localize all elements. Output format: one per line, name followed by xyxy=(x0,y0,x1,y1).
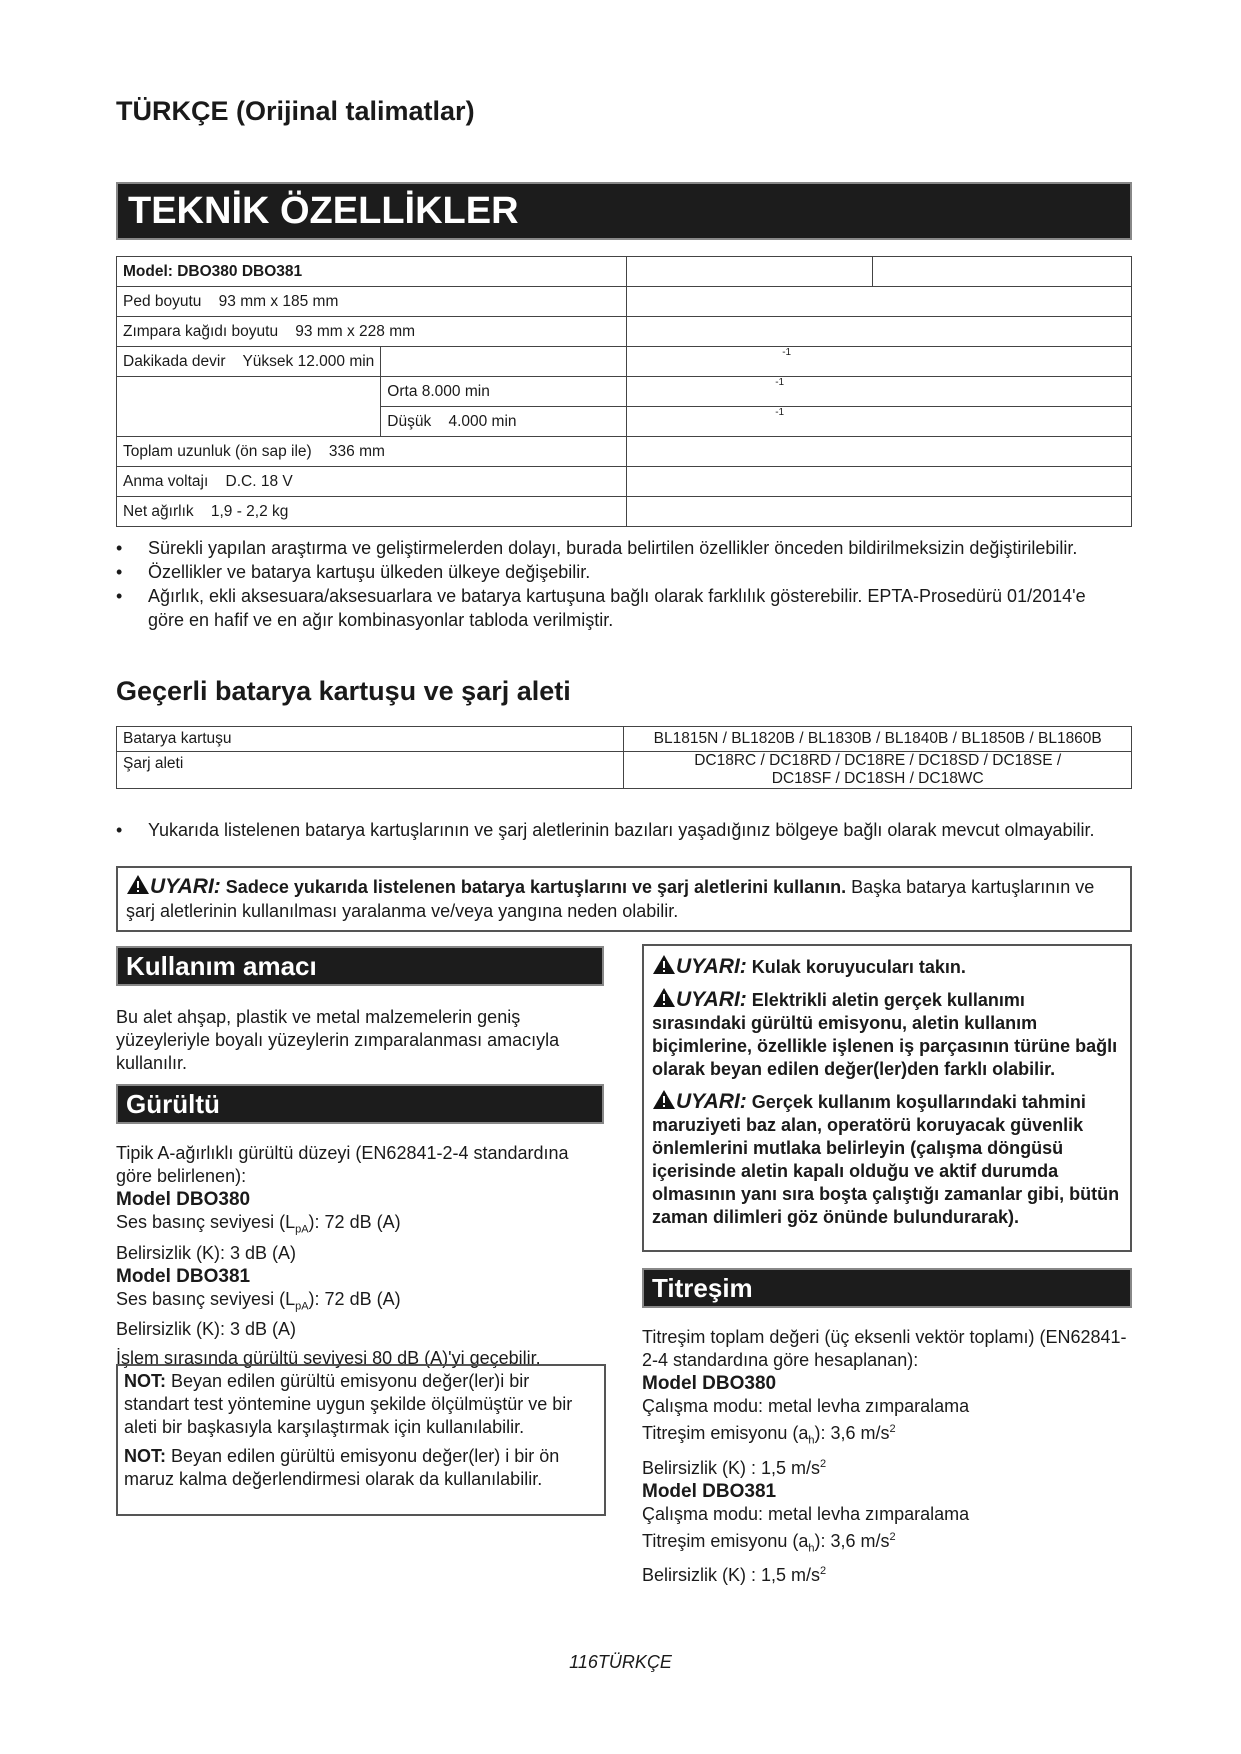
battery-warning xyxy=(116,866,1132,932)
battery-cartridge-label: Batarya kartuşu xyxy=(117,727,624,752)
warning-icon xyxy=(126,874,150,895)
noise-intro: Tipik A-ağırlıklı gürültü düzeyi (EN62841-2-4 standardına göre belirlenen): xyxy=(116,1143,569,1186)
table-row xyxy=(117,497,1132,527)
spec-empty-cell xyxy=(627,257,873,287)
vibration-m1-uncertainty: Belirsizlik (K) : 1,5 $m/s^2$ xyxy=(642,1457,827,1478)
page-title: TÜRKÇE (Orijinal talimatlar) xyxy=(116,96,475,126)
vibration-block xyxy=(642,1326,1132,1587)
vibration-intro: Titreşim toplam değeri (üç eksenli vektör toplamı) (EN62841-2-4 standardına göre hesaplanan): xyxy=(642,1327,1127,1370)
noise-model1: Model DBO380 xyxy=(116,1189,251,1210)
table-row xyxy=(117,407,1132,437)
vibration-model2: Model DBO381 xyxy=(642,1480,777,1502)
spec-model: Model: DBO380 DBO381 xyxy=(117,257,627,287)
warning-bold-text: Sadece yukarıda listelenen batarya kartuşlarını ve şarj aletlerini kullanın. xyxy=(225,877,847,897)
spec-rpm-unit: -1 xyxy=(627,347,1132,377)
spec-empty-cell xyxy=(627,317,1132,347)
noise-m2-pressure: Ses basınç seviyesi $(L_{pA})$: 72 dB (A) xyxy=(116,1288,401,1313)
list-item: • Yukarıda listelenen batarya kartuşlarının ve şarj aletlerinin bazıları yaşadığınız bölgeye bağlı olarak mevcut olmayabilir. xyxy=(116,818,1116,842)
noise-m2-uncertainty: Belirsizlik (K): 3 dB (A) xyxy=(116,1319,297,1340)
spec-weight: Net ağırlık 1,9 - 2,2 kg xyxy=(117,497,627,527)
page-footer: 116TÜRKÇE xyxy=(569,1652,672,1672)
noise-warnings-box xyxy=(642,944,1132,1252)
noise-note-2: NOT: Beyan edilen gürültü emisyonu değer(ler) i bir ön maruz kalma değerlendirmesi olarak da kullanılabilir. xyxy=(124,1446,560,1489)
warning-2: UYARI: Elektrikli aletin gerçek kullanımı sırasındaki gürültü emisyonu, aletin kullanım biçimlerine, özellikle işlenen iş parçasının türüne bağlı olarak beyan edilen değer(ler)den farklı olabilir. xyxy=(652,988,1118,1079)
warning-icon xyxy=(652,954,676,975)
warning-text: Başka batarya kartuşlarının ve şarj aletlerinin kullanılması yaralanma ve/veya yangına neden olabilir. xyxy=(126,877,1095,921)
battery-charger-label: Şarj aleti xyxy=(117,752,624,789)
warning-3: UYARI: Gerçek kullanım koşullarındaki tahmini maruziyeti baz alan, operatörü koruyacak güvenlik önlemlerini mutlaka belirleyin (çalışma döngüsü içerisinde aletin kapalı olduğu ve aktif durumda olmasının yanı sıra boşta çalıştığı zamanlar gibi, bütün zaman dilimleri göz önünde bulundurarak). xyxy=(652,1090,1120,1227)
vibration-heading: Titreşim xyxy=(642,1268,1132,1308)
spec-rpm-low: Düşük 4.000 min xyxy=(381,407,627,437)
noise-notes-box xyxy=(116,1364,606,1516)
noise-heading: Gürültü xyxy=(116,1084,604,1124)
table-row xyxy=(117,347,1132,377)
battery-notes xyxy=(116,818,1116,842)
noise-model2: Model DBO381 xyxy=(116,1265,251,1287)
usage-text: Bu alet ahşap, plastik ve metal malzemelerin geniş yüzeyleriyle boyalı yüzeylerin zımparalanması amacıyla kullanılır. xyxy=(116,1007,560,1073)
warning-1: UYARI: Kulak koruyucuları takın. xyxy=(652,954,1122,979)
battery-cartridge-value: BL1815N / BL1820B / BL1830B / BL1840B / BL1850B / BL1860B xyxy=(624,727,1132,752)
spec-length: Toplam uzunluk (ön sap ile) 336 mm xyxy=(117,437,627,467)
warning-icon xyxy=(652,1089,676,1110)
spec-rpm-mid: Orta 8.000 min xyxy=(381,377,627,407)
noise-m1-pressure: Ses basınç seviyesi $(L_{pA})$: 72 dB (A) xyxy=(116,1212,401,1236)
spec-empty-cell xyxy=(627,497,1132,527)
specs-heading: TEKNİK ÖZELLİKLER xyxy=(116,182,1132,240)
table-row xyxy=(117,467,1132,497)
noise-block xyxy=(116,1142,602,1370)
spec-voltage: Anma voltajı D.C. 18 V xyxy=(117,467,627,497)
table-row xyxy=(117,317,1132,347)
specs-table xyxy=(116,256,1132,527)
table-row xyxy=(117,257,1132,287)
vibration-m1-emission: Titreşim emisyonu $(a_h)$: 3,6 $m/s^2$ xyxy=(642,1423,896,1447)
table-row xyxy=(117,287,1132,317)
table-row xyxy=(117,377,1132,407)
vibration-model1: Model DBO380 xyxy=(642,1373,777,1394)
spec-empty-cell xyxy=(627,467,1132,497)
spec-empty-cell xyxy=(627,287,1132,317)
spec-pad: Ped boyutu 93 mm x 185 mm xyxy=(117,287,627,317)
noise-exceed: İşlem sırasında gürültü seviyesi 80 dB (A)'yi geçebilir. xyxy=(116,1348,541,1369)
spec-rpm-high: Dakikada devir Yüksek 12.000 min xyxy=(123,352,375,370)
warning-title: UYARI: xyxy=(150,875,221,898)
vibration-m2-mode: Çalışma modu: metal levha zımparalama xyxy=(642,1503,970,1524)
table-row xyxy=(117,752,1132,789)
noise-note-1: NOT: Beyan edilen gürültü emisyonu değer(ler)i bir standart test yöntemine uygun şekilde ölçülmüştür ve bir aleti bir başkasıyla karşılaştırmak için kullanılabilir. xyxy=(124,1371,573,1437)
spec-rpm-unit: -1 xyxy=(627,407,1132,437)
battery-heading: Geçerli batarya kartuşu ve şarj aleti xyxy=(116,676,571,706)
battery-charger-value: DC18RC / DC18RD / DC18RE / DC18SD / DC18SE / DC18SF / DC18SH / DC18WC xyxy=(624,752,1132,789)
vibration-m1-mode: Çalışma modu: metal levha zımparalama xyxy=(642,1396,970,1416)
vibration-m2-emission: Titreşim emisyonu $(a_h)$: 3,6 $m/s^2$ xyxy=(642,1530,896,1555)
warning-icon xyxy=(652,987,676,1008)
battery-table xyxy=(116,726,1132,789)
spec-paper: Zımpara kağıdı boyutu 93 mm x 228 mm xyxy=(117,317,627,347)
usage-heading: Kullanım amacı xyxy=(116,946,604,986)
spec-rpm-unit: -1 xyxy=(627,377,1132,407)
spec-empty-cell xyxy=(627,437,1132,467)
list-item: • Özellikler ve batarya kartuşu ülkeden ülkeye değişebilir. xyxy=(116,560,1116,584)
table-row xyxy=(117,727,1132,752)
table-row xyxy=(117,437,1132,467)
spec-empty-cell xyxy=(872,257,1131,287)
list-item: • Sürekli yapılan araştırma ve geliştirmelerden dolayı, burada belirtilen özellikler önceden bildirilmeksizin değiştirilebilir. xyxy=(116,536,1116,560)
spec-notes xyxy=(116,536,1116,632)
list-item: • Ağırlık, ekli aksesuara/aksesuarlara ve batarya kartuşuna bağlı olarak farklılık gösterebilir. EPTA-Prosedürü 01/2014'e göre en hafif ve en ağır kombinasyonlar tabloda verilmiştir. xyxy=(116,584,1116,632)
noise-m1-uncertainty: Belirsizlik (K): 3 dB (A) xyxy=(116,1242,297,1263)
spec-rpm-label xyxy=(117,347,381,377)
vibration-m2-uncertainty: Belirsizlik (K) : 1,5 $m/s^2$ xyxy=(642,1565,827,1586)
